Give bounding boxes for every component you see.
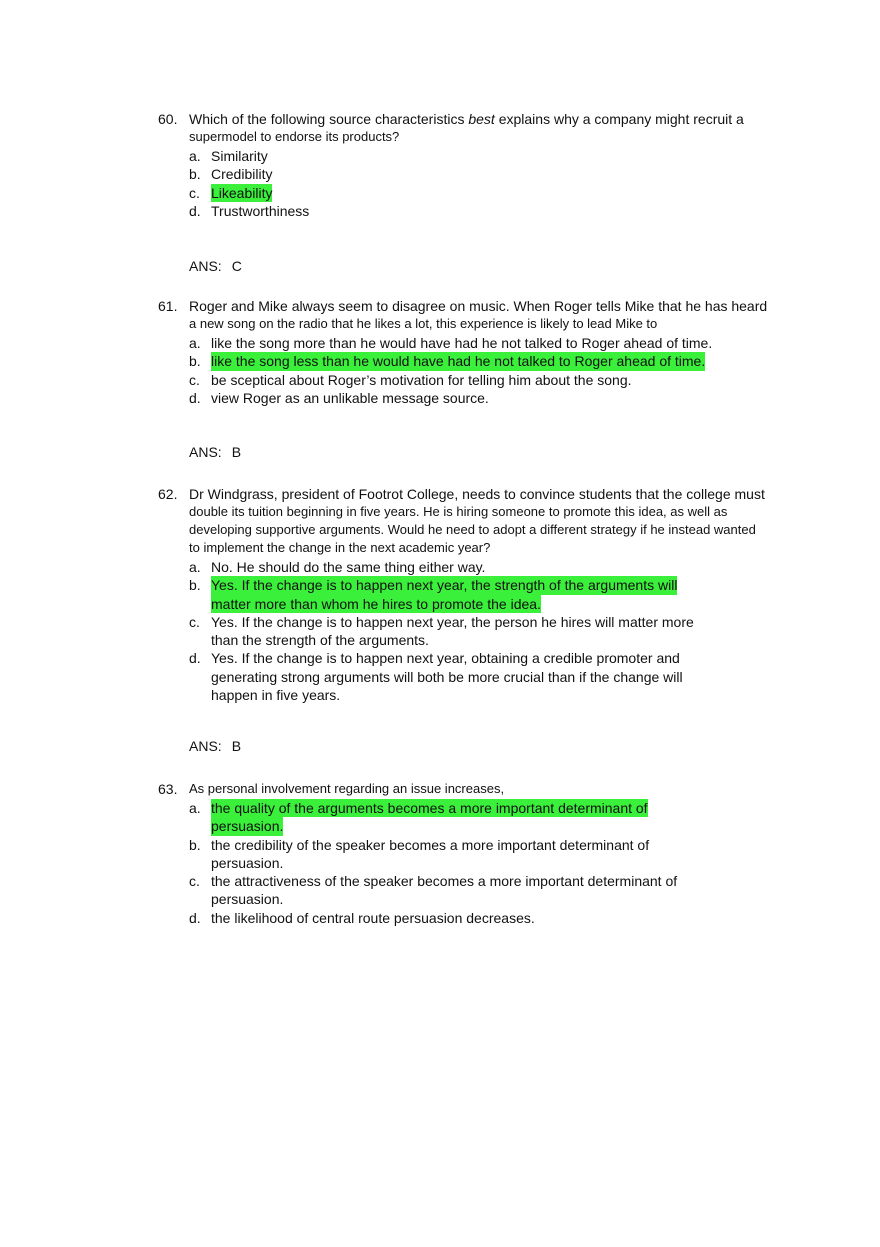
- option-text: Yes. If the change is to happen next year, obtaining a credible promoter and: [211, 650, 680, 667]
- option-d: [189, 649, 758, 704]
- option-text-highlighted: the quality of the arguments becomes a more important determinant of: [211, 800, 648, 816]
- question-60: [158, 110, 758, 220]
- option-letter: c.: [189, 371, 200, 388]
- option-letter: d.: [189, 650, 201, 667]
- question-stem-line: developing supportive arguments. Would he need to adopt a different strategy if he instead wanted: [189, 522, 756, 537]
- option-letter: a.: [189, 559, 201, 575]
- question-stem: [158, 297, 768, 333]
- option-text: Yes. If the change is to happen next year, the person he hires will matter more: [211, 613, 694, 630]
- question-number: 60.: [158, 111, 178, 127]
- answer-options: [189, 334, 758, 407]
- question-stem-line: a new song on the radio that he likes a lot, this experience is likely to lead Mike to: [189, 316, 658, 331]
- question-stem-line: supermodel to endorse its products?: [189, 129, 400, 144]
- question-61: [158, 297, 768, 407]
- answer-options: [189, 558, 758, 704]
- answer-label: ANS:: [189, 444, 222, 460]
- option-b: [189, 836, 758, 873]
- option-text: generating strong arguments will both be more crucial than if the change will: [211, 668, 683, 685]
- option-text: persuasion.: [211, 891, 284, 908]
- answer-options: [189, 147, 758, 220]
- option-letter: b.: [189, 577, 201, 594]
- option-c: [189, 872, 758, 909]
- option-c: [189, 613, 758, 650]
- answer-value: B: [231, 738, 242, 754]
- question-number: 61.: [158, 298, 178, 314]
- question-62: [158, 485, 765, 704]
- option-b: [189, 352, 758, 370]
- question-number: 63.: [158, 781, 178, 797]
- option-d: [189, 909, 758, 927]
- option-letter: b.: [189, 836, 201, 853]
- question-stem: [158, 110, 758, 146]
- question-stem: [158, 780, 758, 798]
- option-a: [189, 334, 758, 352]
- option-text: the attractiveness of the speaker becomes a more important determinant of: [211, 873, 678, 890]
- option-text: Credibility: [211, 166, 273, 183]
- option-letter: a.: [189, 800, 201, 816]
- question-stem-line: Roger and Mike always seem to disagree on music. When Roger tells Mike that he has heard: [189, 298, 768, 314]
- answer-options: [189, 799, 758, 927]
- option-text-highlighted: persuasion.: [211, 818, 284, 835]
- option-a: [189, 799, 758, 836]
- answer-label: ANS:: [189, 738, 222, 754]
- emphasis-word: best: [468, 111, 495, 127]
- option-text: Similarity: [211, 148, 268, 164]
- option-d: [189, 202, 758, 220]
- option-letter: a.: [189, 335, 201, 351]
- answer-62: [189, 737, 241, 755]
- answer-61: [189, 443, 241, 461]
- answer-label: ANS:: [189, 258, 222, 274]
- question-stem-line: double its tuition beginning in five years. He is hiring someone to promote this idea, as well as: [189, 504, 728, 519]
- question-number: 62.: [158, 486, 178, 502]
- option-text: No. He should do the same thing either way.: [211, 559, 486, 575]
- option-letter: b.: [189, 166, 201, 183]
- option-b: [189, 576, 758, 613]
- answer-value: B: [231, 444, 242, 460]
- option-text: be sceptical about Roger’s motivation for telling him about the song.: [211, 371, 632, 388]
- option-text: Trustworthiness: [211, 202, 310, 219]
- question-stem-line: Dr Windgrass, president of Footrot College, needs to convince students that the college must: [189, 486, 765, 502]
- question-stem-line: to implement the change in the next academic year?: [189, 540, 491, 555]
- option-text: like the song more than he would have had he not talked to Roger ahead of time.: [211, 335, 713, 351]
- option-text: the credibility of the speaker becomes a more important determinant of: [211, 836, 650, 853]
- answer-value: C: [231, 258, 242, 274]
- option-text-highlighted: Likeability: [211, 184, 273, 201]
- option-text: the likelihood of central route persuasion decreases.: [211, 909, 535, 926]
- option-letter: b.: [189, 353, 201, 370]
- option-letter: c.: [189, 873, 200, 890]
- question-stem-line: As personal involvement regarding an issue increases,: [189, 781, 505, 796]
- option-letter: c.: [189, 184, 200, 201]
- option-b: [189, 165, 758, 183]
- option-letter: d.: [189, 202, 201, 219]
- option-text-highlighted: Yes. If the change is to happen next year, the strength of the arguments will: [211, 577, 678, 594]
- option-text-highlighted: like the song less than he would have had he not talked to Roger ahead of time.: [211, 353, 706, 370]
- option-text: than the strength of the arguments.: [211, 632, 429, 649]
- question-63: [158, 780, 758, 927]
- option-letter: d.: [189, 389, 201, 406]
- option-text: persuasion.: [211, 854, 284, 871]
- option-c: [189, 371, 758, 389]
- option-c: [189, 184, 758, 202]
- answer-60: [189, 257, 242, 275]
- option-letter: a.: [189, 148, 201, 164]
- question-stem: [158, 485, 765, 557]
- option-text: view Roger as an unlikable message source.: [211, 389, 489, 406]
- option-d: [189, 389, 758, 407]
- option-a: [189, 147, 758, 165]
- question-stem-line: Which of the following source characteristics best explains why a company might recruit a: [189, 111, 744, 127]
- option-a: [189, 558, 758, 576]
- option-text: happen in five years.: [211, 687, 341, 704]
- option-letter: c.: [189, 613, 200, 630]
- option-letter: d.: [189, 909, 201, 926]
- option-text-highlighted: matter more than whom he hires to promote the idea.: [211, 595, 541, 612]
